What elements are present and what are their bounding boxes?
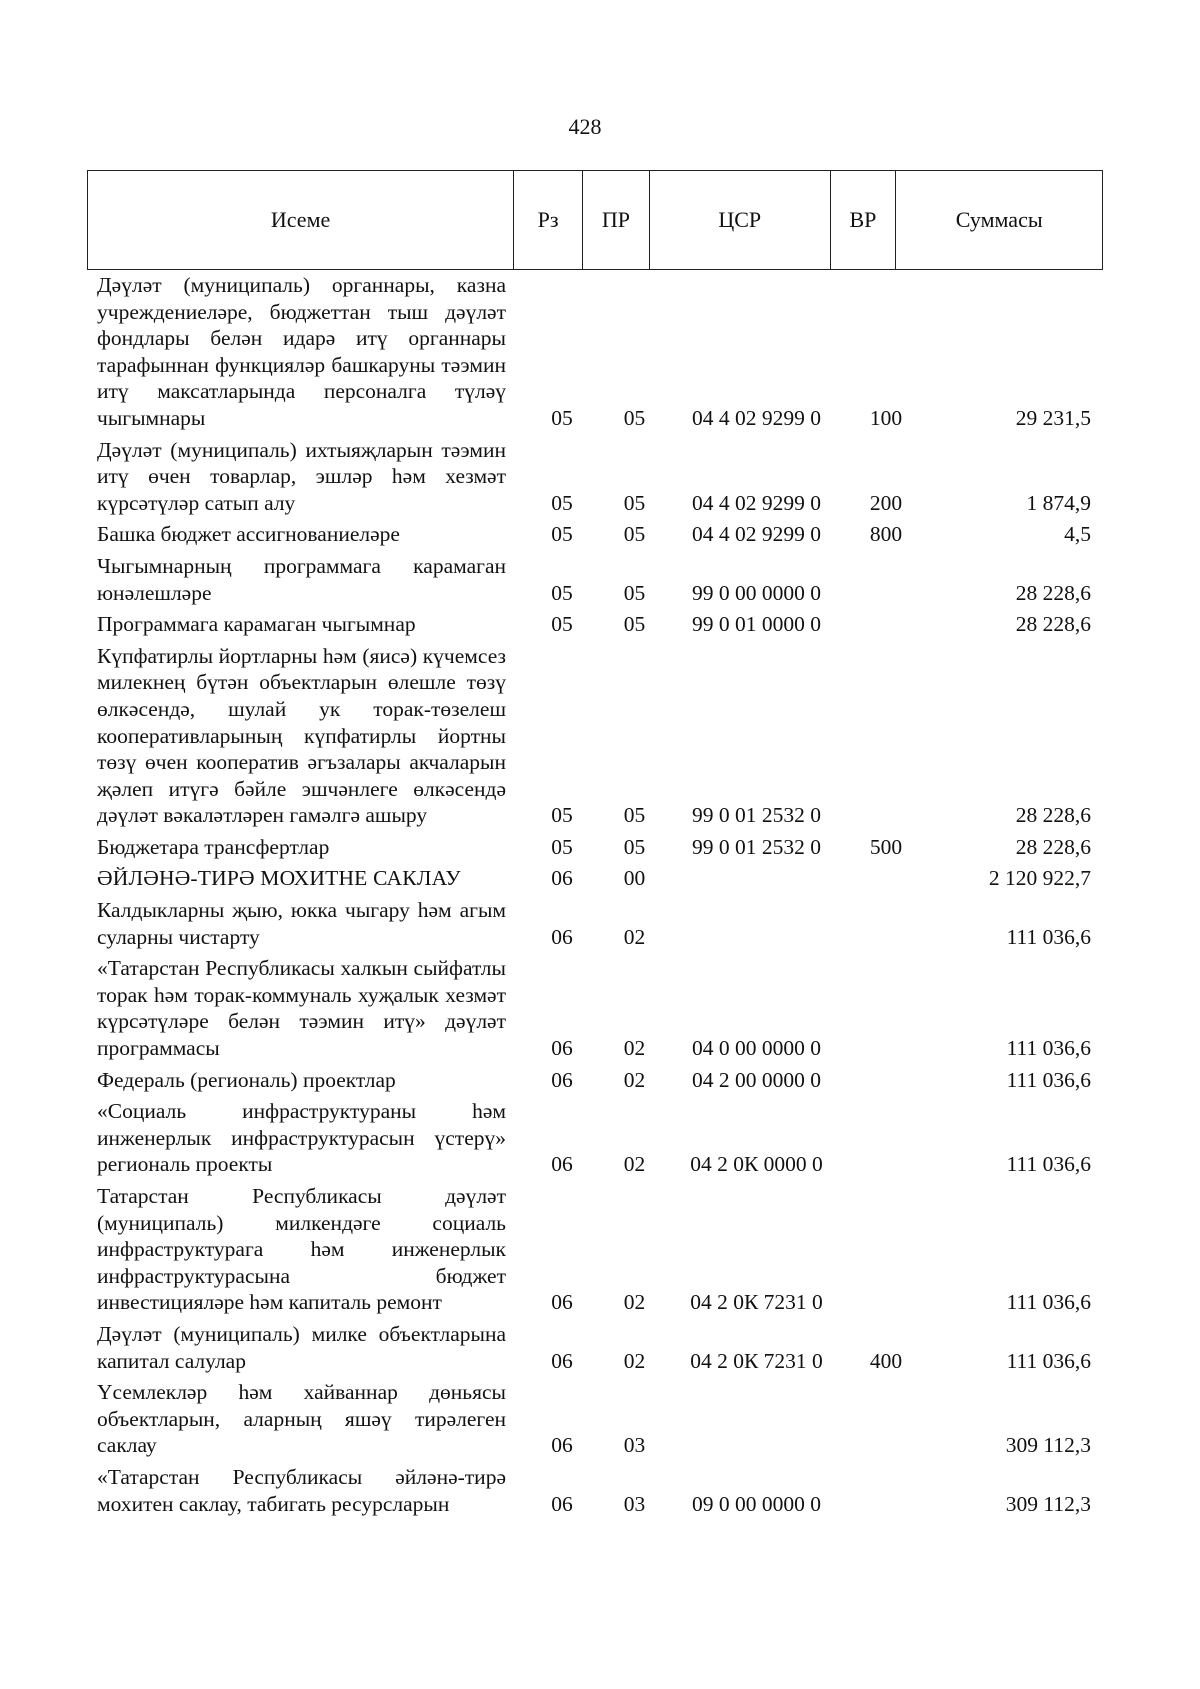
row-name: «Татарстан Республикасы әйләнә-тирә мохитен саклау, табигать ресурсларын	[97, 1464, 506, 1516]
row-sum: 111 036,6	[1006, 1067, 1091, 1092]
column-header-sum: Суммасы	[955, 207, 1043, 232]
row-name: «Татарстан Республикасы халкын сыйфатлы торак һәм торак-коммуналь хуҗалык хезмәт күрсәтүләре белән тәэмин итү» дәүләт программасы	[97, 956, 506, 1061]
row-rz: 05	[551, 522, 573, 547]
row-rz: 05	[551, 834, 573, 859]
row-rz: 06	[551, 1348, 573, 1373]
row-vr: 800	[869, 522, 903, 547]
row-csr: 04 2 0К 7231 0	[690, 1348, 823, 1373]
row-sum: 29 231,5	[1015, 405, 1091, 430]
row-pr: 00	[623, 866, 646, 891]
row-sum: 111 036,6	[1006, 1152, 1091, 1177]
row-pr: 05	[623, 834, 646, 859]
row-vr: 400	[869, 1348, 903, 1373]
row-sum: 4,5	[1064, 522, 1091, 547]
row-csr: 09 0 00 0000 0	[692, 1491, 821, 1516]
row-name: Калдыкларны җыю, юкка чыгару һәм агым суларны чистарту	[97, 898, 506, 949]
row-name: ӘЙЛӘНӘ-ТИРӘ МОХИТНЕ САКЛАУ	[97, 866, 461, 891]
row-name: «Социаль инфраструктураны һәм инженерлык инфраструктурасын үстерү» региональ проекты	[97, 1099, 506, 1177]
row-sum: 28 228,6	[1015, 803, 1091, 828]
table-row	[97, 1183, 1103, 1316]
row-pr: 02	[623, 924, 646, 949]
row-vr: 500	[869, 834, 903, 859]
row-sum: 28 228,6	[1015, 834, 1091, 859]
table-row	[97, 1464, 1103, 1517]
row-csr: 04 2 0К 0000 0	[690, 1152, 823, 1177]
row-pr: 05	[623, 405, 646, 430]
row-sum: 28 228,6	[1015, 580, 1091, 605]
row-rz: 06	[551, 1067, 573, 1092]
row-name: Башка бюджет ассигнованиеләре	[97, 522, 400, 547]
budget-table-body	[97, 272, 1103, 1522]
row-vr: 200	[869, 490, 903, 515]
row-rz: 05	[551, 490, 573, 515]
row-pr: 02	[623, 1348, 646, 1373]
table-row	[97, 955, 1103, 1061]
row-name: Күпфатирлы йортларны һәм (яисә) күчемсез милекнең бүтән объектларын өлешле төзү өлкәсендә, шулай ук торак-төзелеш кооперативларының күпфатирлы йортны төзү өчен кооператив әгъзалары акчаларын җәлеп итүгә бәйле эшчәнлеге өлкәсендә дәүләт вәкаләтләрен гамәлгә ашыру	[97, 643, 506, 828]
row-rz: 05	[551, 803, 573, 828]
section-heading-row	[97, 865, 1103, 892]
column-header-rz: Рз	[514, 171, 583, 269]
row-csr: 99 0 01 2532 0	[692, 834, 821, 859]
row-rz: 06	[551, 924, 573, 949]
row-rz: 06	[551, 1433, 573, 1458]
table-row	[97, 553, 1103, 606]
row-name: Чыгымнарның программага карамаган юнәлешләре	[97, 553, 506, 605]
row-sum: 111 036,6	[1006, 924, 1091, 949]
table-row	[97, 611, 1103, 638]
column-header-name: Исеме	[88, 171, 514, 269]
row-name: Дәүләт (муниципаль) органнары, казна учреждениеләре, бюджеттан тыш дәүләт фондлары белән идарә итү органнары тарафыннан функцияләр башкаруны тәэмин итү максатларында персоналга түләү чыгымнары	[97, 273, 506, 430]
table-row	[97, 1067, 1103, 1094]
row-sum: 2 120 922,7	[988, 866, 1091, 891]
column-header-vr: ВР	[831, 171, 897, 269]
table-header	[87, 170, 1103, 270]
row-csr: 99 0 01 0000 0	[692, 612, 821, 637]
row-name: Татарстан Республикасы дәүләт (муниципаль) милкендәге социаль инфраструктурага һәм инженерлык инфраструктурасына бюджет инвестицияләре һәм капиталь ремонт	[97, 1184, 506, 1315]
row-sum: 1 874,9	[1026, 490, 1091, 515]
row-name: Программага карамаган чыгымнар	[97, 612, 416, 637]
row-csr: 04 4 02 9299 0	[692, 522, 821, 547]
row-sum: 111 036,6	[1006, 1036, 1091, 1061]
row-pr: 05	[623, 803, 646, 828]
table-row	[97, 834, 1103, 861]
row-pr: 03	[623, 1433, 646, 1458]
row-name: Федераль (региональ) проектлар	[97, 1067, 396, 1092]
row-pr: 02	[623, 1036, 646, 1061]
row-csr: 99 0 01 2532 0	[692, 803, 821, 828]
row-pr: 05	[623, 490, 646, 515]
row-pr: 02	[623, 1067, 646, 1092]
row-sum: 111 036,6	[1006, 1290, 1091, 1315]
row-sum: 28 228,6	[1015, 612, 1091, 637]
table-row	[97, 437, 1103, 517]
row-csr: 04 4 02 9299 0	[692, 405, 821, 430]
row-pr: 05	[623, 580, 646, 605]
table-row	[97, 272, 1103, 432]
row-csr: 04 2 0К 7231 0	[690, 1290, 823, 1315]
row-name: Дәүләт (муниципаль) ихтыяҗларын тәэмин итү өчен товарлар, эшләр һәм хезмәт күрсәтүләр сатып алу	[97, 437, 506, 515]
row-rz: 05	[551, 405, 573, 430]
row-pr: 03	[623, 1491, 646, 1516]
column-header-csr: ЦСР	[650, 171, 831, 269]
row-pr: 02	[623, 1290, 646, 1315]
row-sum: 111 036,6	[1006, 1348, 1091, 1373]
column-header-pr: ПР	[583, 171, 650, 269]
row-rz: 05	[551, 612, 573, 637]
row-csr: 04 2 00 0000 0	[692, 1067, 821, 1092]
row-name: Бюджетара трансфертлар	[97, 834, 330, 859]
row-csr: 04 0 00 0000 0	[692, 1036, 821, 1061]
row-csr: 04 4 02 9299 0	[692, 490, 821, 515]
row-rz: 06	[551, 1491, 573, 1516]
row-rz: 05	[551, 580, 573, 605]
row-rz: 06	[551, 1290, 573, 1315]
table-row	[97, 643, 1103, 829]
table-row	[97, 521, 1103, 548]
row-rz: 06	[551, 1036, 573, 1061]
row-sum: 309 112,3	[1005, 1433, 1091, 1458]
row-csr: 99 0 00 0000 0	[692, 580, 821, 605]
row-sum: 309 112,3	[1005, 1491, 1091, 1516]
table-row	[97, 1379, 1103, 1459]
table-row	[97, 1098, 1103, 1178]
row-pr: 05	[623, 612, 646, 637]
row-vr: 100	[869, 405, 903, 430]
row-name: Үсемлекләр һәм хайваннар дөньясы объектларын, аларның яшәү тирәлеген саклау	[97, 1380, 506, 1458]
page-number: 428	[568, 114, 602, 139]
table-row	[97, 1321, 1103, 1374]
row-pr: 05	[623, 522, 646, 547]
row-rz: 06	[551, 866, 573, 891]
row-pr: 02	[623, 1152, 646, 1177]
row-rz: 06	[551, 1152, 573, 1177]
row-name: Дәүләт (муниципаль) милке объектларына капитал салулар	[97, 1321, 506, 1373]
table-row	[97, 897, 1103, 950]
